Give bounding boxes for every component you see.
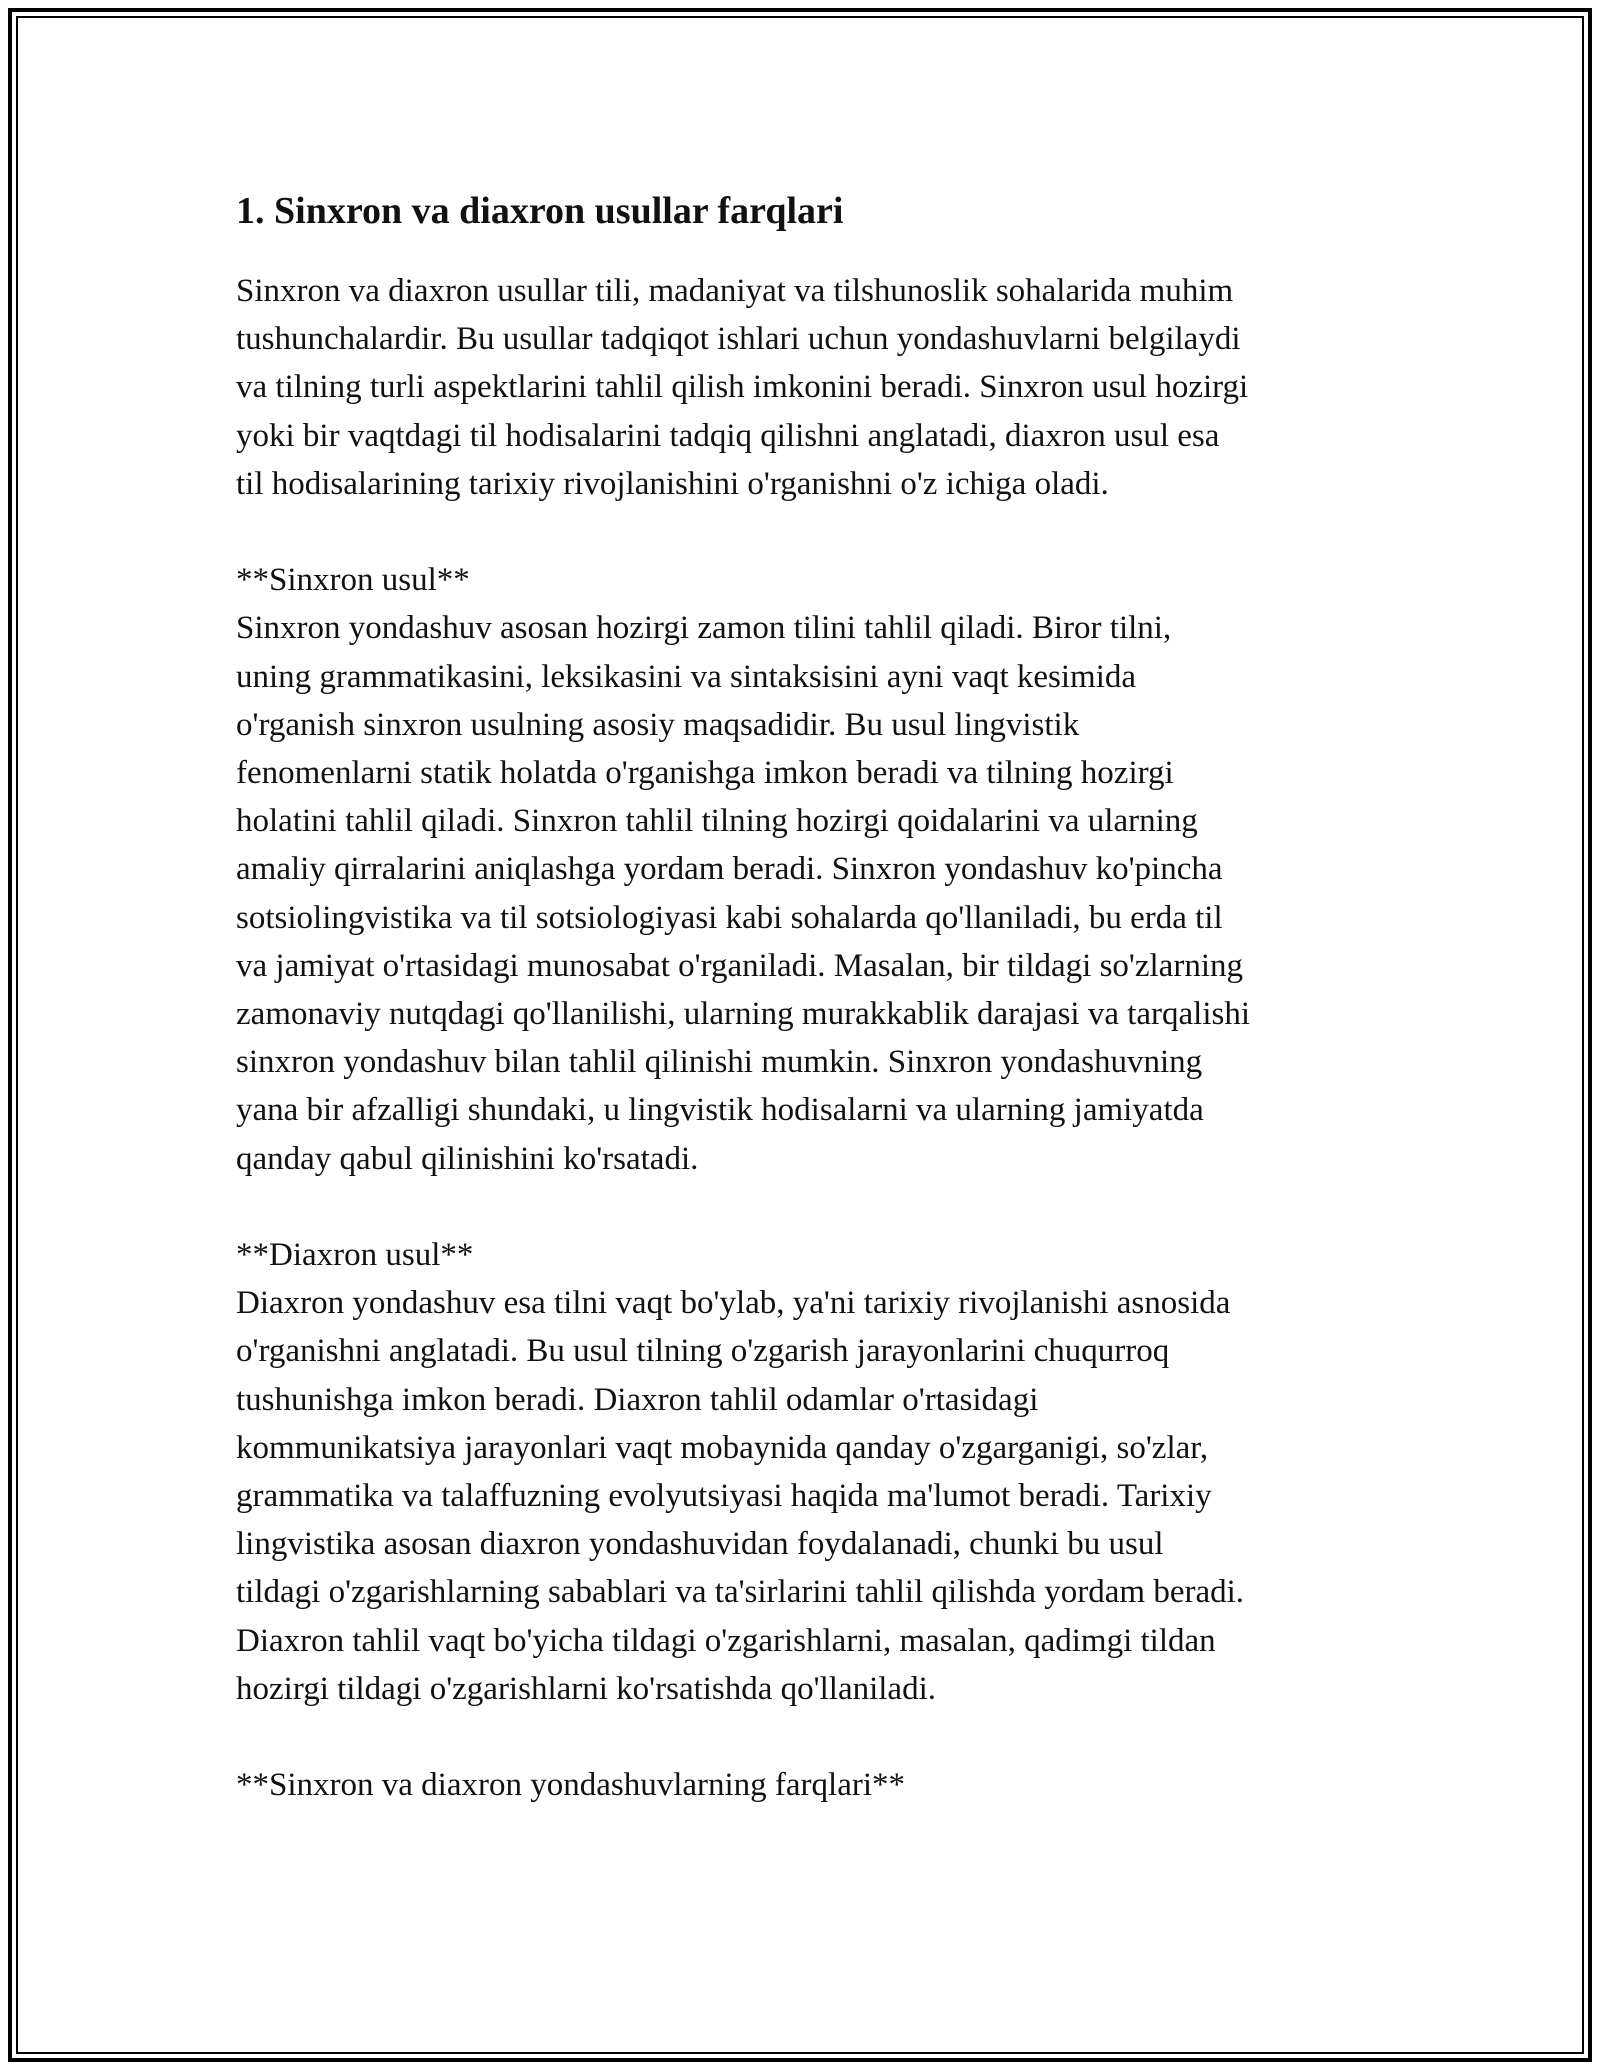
paragraph-spacer	[236, 1183, 1376, 1231]
diaxron-subheading: **Diaxron usul**	[236, 1237, 474, 1274]
diaxron-paragraph: Diaxron yondashuv esa tilni vaqt bo'ylab, ya'ni tarixiy rivojlanishi asnosida o'rganishni anglatadi. Bu usul tilning o'zgarish jarayonlarini chuqurroq tushunishga imkon beradi. Diaxron tahlil odamlar o'rtasidagi kommunikatsiya jarayonlari vaqt mobaynida qanday o'zgarganigi, so'zlar, grammatika va talaffuzning evolyutsiyasi haqida ma'lumot beradi. Tarixiy lingvistika asosan diaxron yondashuvidan foydalanadi, chunki bu usul tildagi o'zgarishlarning sabablari va ta'sirlarini tahlil qilishda yordam beradi. Diaxron tahlil vaqt bo'yicha tildagi o'zgarishlarni, masalan, qadimgi tildan hozirgi tildagi o'zgarishlarni ko'rsatishda qo'llaniladi.	[236, 1285, 1245, 1707]
farqlar-subheading: **Sinxron va diaxron yondashuvlarning farqlari**	[236, 1767, 906, 1804]
paragraph-spacer	[236, 1713, 1376, 1761]
section-heading: 1. Sinxron va diaxron usullar farqlari	[236, 190, 844, 232]
sinxron-paragraph: Sinxron yondashuv asosan hozirgi zamon tilini tahlil qiladi. Biror tilni, uning grammatikasini, leksikasini va sintaksisini ayni vaqt kesimida o'rganish sinxron usulning asosiy maqsadidir. Bu usul lingvistik fenomenlarni statik holatda o'rganishga imkon beradi va tilning hozirgi holatini tahlil qiladi. Sinxron tahlil tilning hozirgi qoidalarini va ularning amaliy qirralarini aniqlashga yordam beradi. Sinxron yondashuv ko'pincha sotsiolingvistika va til sotsiologiyasi kabi sohalarda qo'llaniladi, bu erda til va jamiyat o'rtasidagi munosabat o'rganiladi. Masalan, bir tildagi so'zlarning zamonaviy nutqdagi qo'llanilishi, ularning murakkablik darajasi va tarqalishi sinxron yondashuv bilan tahlil qilinishi mumkin. Sinxron yondashuvning yana bir afzalligi shundaki, u lingvistik hodisalarni va ularning jamiyatda qanday qabul qilinishini ko'rsatadi.	[236, 610, 1251, 1177]
document-page	[236, 185, 1376, 1809]
paragraph-spacer	[236, 508, 1376, 556]
sinxron-subheading: **Sinxron usul**	[236, 562, 470, 599]
intro-paragraph: Sinxron va diaxron usullar tili, madaniyat va tilshunoslik sohalarida muhim tushunchalardir. Bu usullar tadqiqot ishlari uchun yondashuvlarni belgilaydi va tilning turli aspektlarini tahlil qilish imkonini beradi. Sinxron usul hozirgi yoki bir vaqtdagi til hodisalarini tadqiq qilishni anglatadi, diaxron usul esa til hodisalarining tarixiy rivojlanishini o'rganishni o'z ichiga oladi.	[236, 273, 1249, 502]
